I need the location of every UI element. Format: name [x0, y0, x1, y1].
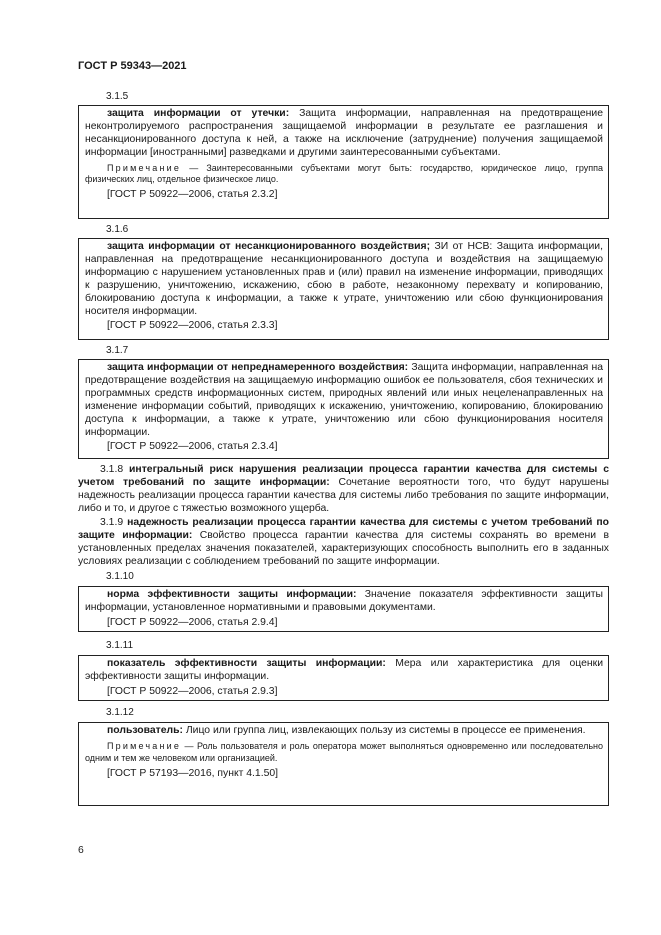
clause-number: 3.1.6 — [106, 224, 129, 235]
definition-box — [78, 105, 609, 219]
term: норма эффективности защиты информации: — [107, 589, 357, 600]
source-reference: [ГОСТ Р 50922—2006, статья 2.3.3] — [107, 320, 278, 332]
definition: Свойство процесса гарантии качества для системы сохранять во времени в установленных пределах значения показателей, характеризующих способность выполнить его в заданных условиях реализации с соблюдением требований по защите информации. — [78, 529, 610, 567]
note-label: Примечание — [107, 162, 182, 173]
document-code: ГОСТ Р 59343—2021 — [78, 60, 187, 72]
definition: Защита информации, направленная на предотвращение воздействия на защищаемую информацию ошибок ее пользователя, сбоя технических и программных средств информационных систем, природных явлений или иных нецеленаправленных на изменение информации событий, приводящих к искажению, уничтожению, копированию, блокированию доступа к информации, а также к утрате, уничтожению или сбою функционирования носителя информации. — [85, 362, 603, 438]
source-reference: [ГОСТ Р 50922—2006, статья 2.3.4] — [107, 441, 278, 453]
definition: Значение показателя эффективности защиты информации, установленное нормативными и правовыми документами. — [85, 589, 603, 613]
definition-text — [85, 108, 603, 160]
clause-3-1-9 — [78, 517, 609, 569]
note-label: Примечание — [107, 740, 182, 751]
clause-number: 3.1.12 — [106, 707, 134, 718]
definition-text — [85, 725, 603, 738]
definition: Мера или характеристика для оценки эффективности защиты информации. — [85, 658, 603, 682]
definition-text — [85, 362, 603, 439]
definition-box — [78, 586, 609, 632]
clause-3-1-8 — [78, 464, 609, 516]
note — [85, 163, 603, 187]
term: пользователь: — [107, 725, 183, 736]
term: защита информации от непреднамеренного воздействия: — [107, 362, 409, 373]
note-text: — Заинтересованными субъектами могут быть: государство, юридическое лицо, группа физических лиц, отдельное физическое лицо. — [85, 162, 603, 185]
source-reference: [ГОСТ Р 50922—2006, статья 2.9.3] — [107, 685, 278, 697]
term: защита информации от несанкционированного воздействия; — [107, 241, 431, 252]
clause-number: 3.1.5 — [106, 91, 129, 102]
clause-number: 3.1.8 — [100, 464, 124, 475]
definition-text — [85, 589, 603, 615]
definition-text — [85, 658, 603, 684]
source-reference: [ГОСТ Р 57193—2016, пункт 4.1.50] — [107, 767, 279, 779]
definition-box — [78, 238, 609, 340]
term: защита информации от утечки: — [107, 108, 290, 119]
definition: Сочетание вероятности того, что будут нарушены надежность реализации процесса гарантии качества для системы либо требования по защите информации, либо и то, и другое с тяжестью возможного ущерба. — [78, 476, 609, 514]
definition-text — [78, 517, 609, 569]
clause-number: 3.1.10 — [106, 571, 134, 582]
clause-number: 3.1.11 — [106, 640, 134, 651]
clause-number: 3.1.9 — [100, 517, 124, 528]
source-reference: [ГОСТ Р 50922—2006, статья 2.9.4] — [107, 616, 278, 628]
page-number: 6 — [78, 845, 84, 856]
term: интегральный риск нарушения реализации процесса гарантии качества для системы с учетом требований по защите информации: — [78, 464, 609, 488]
definition: Защита информации, направленная на предотвращение неконтролируемого распространения защищаемой информации в результате ее разглашения и несанкционированного доступа к ней, а также на исключение (затруднение) получения защищаемой информации [иностранными] разведками и другими заинтересованными субъектами. — [85, 108, 603, 158]
definition-text — [85, 241, 603, 318]
definition-text — [78, 464, 609, 516]
source-reference: [ГОСТ Р 50922—2006, статья 2.3.2] — [107, 189, 278, 201]
note-text: — Роль пользователя и роль оператора может выполняться одновременно или последовательно одним и тем же человеком или организацией. — [85, 740, 603, 763]
term: надежность реализации процесса гарантии качества для системы с учетом требований по защите информации: — [78, 517, 609, 541]
term: показатель эффективности защиты информации: — [107, 658, 386, 669]
note — [85, 741, 603, 765]
definition: ЗИ от НСВ: Защита информации, направленная на предотвращение несанкционированного доступа и воздействия на защищаемую информацию с нарушением установленных прав и (или) правил на изменение информации, приводящих к разрушению, уничтожению, искажению, сбою в работе, незаконному перехвату и копированию, блокированию доступа к информации, а также к утрате, уничтожению или сбою функционирования носителя информации. — [85, 241, 604, 317]
definition: Лицо или группа лиц, извлекающих пользу из системы в процессе ее применения. — [182, 725, 586, 736]
definition-box — [78, 722, 609, 806]
clause-number: 3.1.7 — [106, 345, 129, 356]
definition-box — [78, 655, 609, 701]
definition-box — [78, 359, 609, 459]
